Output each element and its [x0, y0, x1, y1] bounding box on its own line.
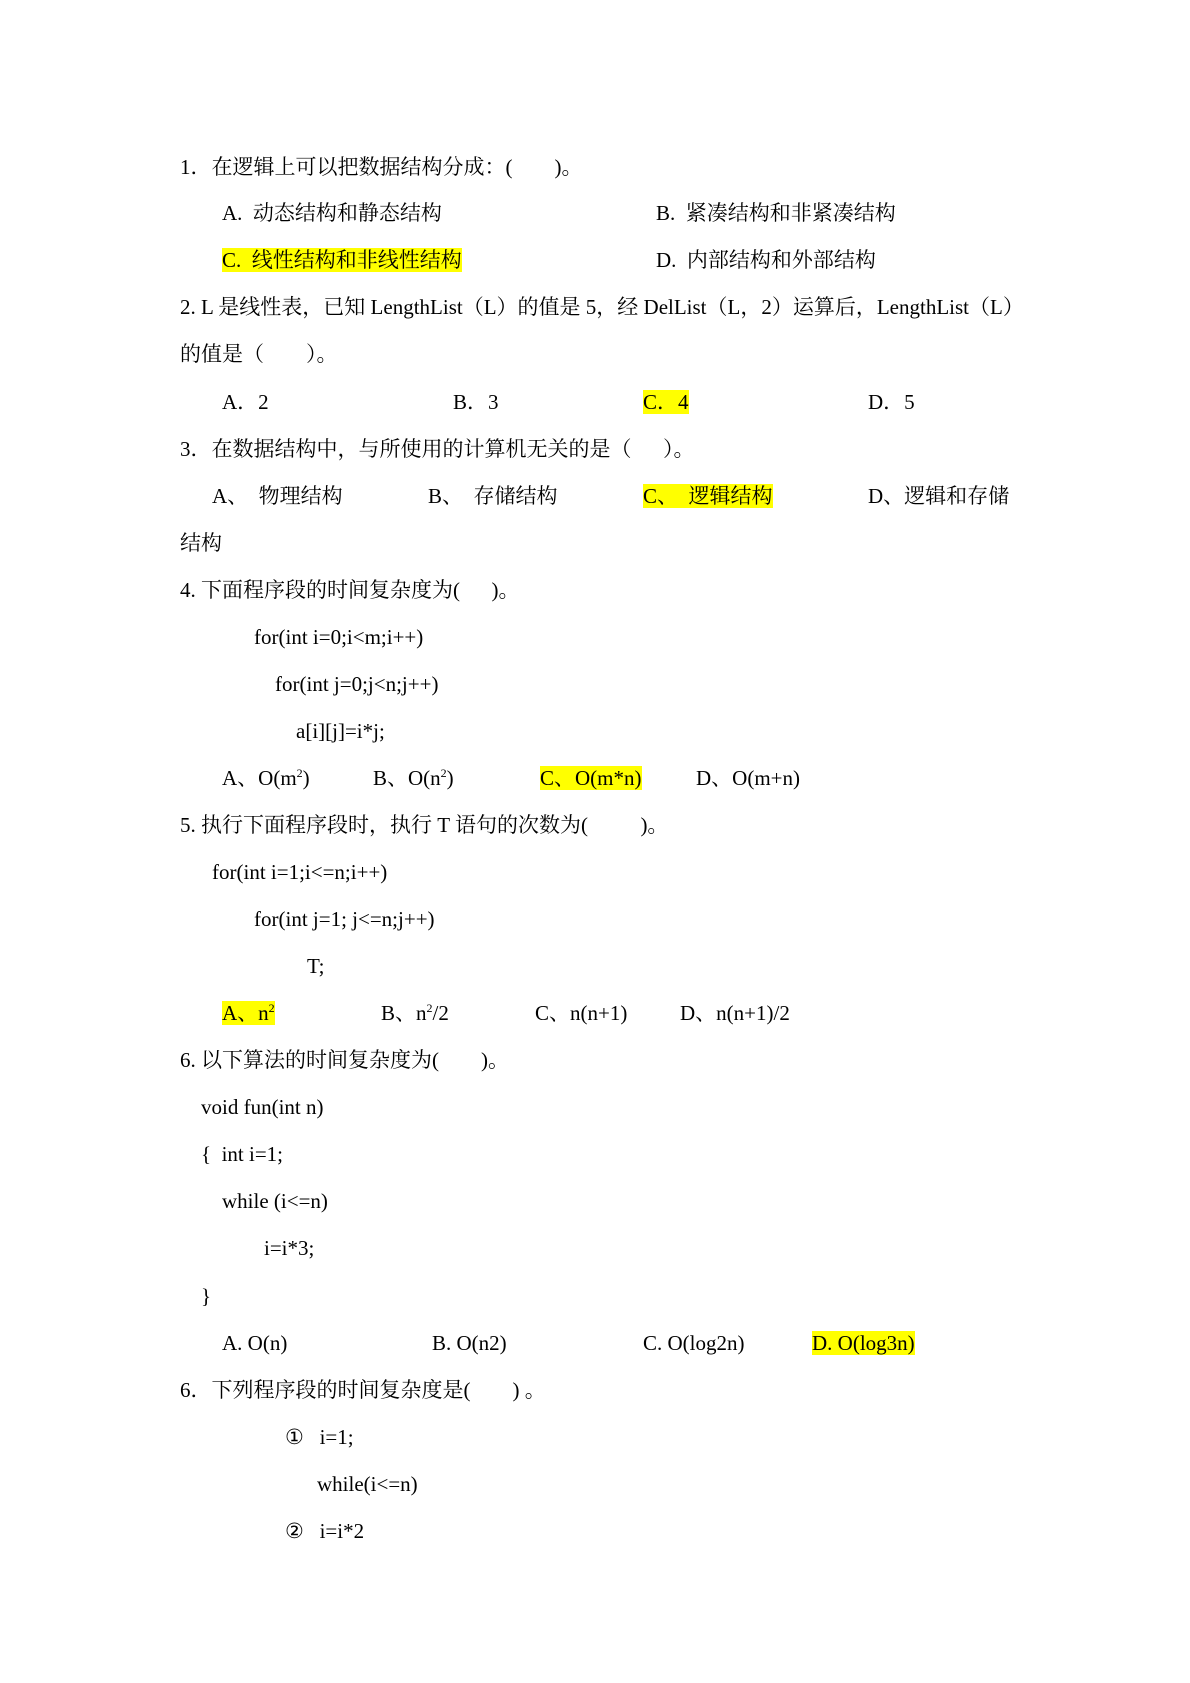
q6a-code-line1: void fun(int n) — [201, 1095, 324, 1119]
q6a-stem: 6. 以下算法的时间复杂度为( )。 — [180, 1048, 509, 1072]
q6a-code-line3: while (i<=n) — [222, 1189, 328, 1213]
q1-option-a: A. 动态结构和静态结构 — [222, 201, 442, 225]
q6a-option-d-highlighted: D. O(log3n) — [812, 1331, 915, 1355]
q1-option-d: D. 内部结构和外部结构 — [656, 248, 876, 272]
q6b-code-line1: ① i=1; — [285, 1425, 354, 1449]
q4-code-line1: for(int i=0;i<m;i++) — [254, 625, 424, 649]
q3-option-b: B、 存储结构 — [428, 484, 558, 508]
q6a-option-a: A. O(n) — [222, 1331, 288, 1355]
q6b-code-line2: while(i<=n) — [317, 1472, 418, 1496]
q2-stem-line1: 2. L 是线性表，已知 LengthList（L）的值是 5，经 DelList（L，2）运算后，LengthList（L） — [180, 295, 1024, 319]
q2-option-d: D．5 — [868, 390, 915, 414]
q4-option-c-highlighted: C、O(m*n) — [540, 766, 642, 790]
q2-option-a: A．2 — [222, 390, 269, 414]
q1-option-b: B. 紧凑结构和非紧凑结构 — [656, 201, 896, 225]
q3-option-d-continued: 结构 — [180, 531, 222, 555]
q5-option-b: B、$n^2/2$ — [381, 1001, 449, 1025]
q3-option-a: A、 物理结构 — [212, 484, 343, 508]
q5-option-c: C、n(n+1) — [535, 1001, 628, 1025]
q6a-code-line5: } — [201, 1284, 212, 1308]
q3-option-c-highlighted: C、 逻辑结构 — [643, 484, 773, 508]
q4-code-line2: for(int j=0;j<n;j++) — [275, 672, 439, 696]
q2-option-c-highlighted: C．4 — [643, 390, 689, 414]
q4-option-d: D、O(m+n) — [696, 766, 800, 790]
q6b-code-line3: ② i=i*2 — [285, 1519, 365, 1543]
q1-stem: 1．在逻辑上可以把数据结构分成：( )。 — [180, 155, 583, 179]
q5-option-a-highlighted: A、$n^2$ — [222, 1001, 275, 1025]
q3-option-d: D、逻辑和存储 — [868, 484, 1010, 508]
q2-stem-line2: 的值是（ ）。 — [180, 342, 338, 366]
q1-option-c-highlighted: C. 线性结构和非线性结构 — [222, 248, 462, 272]
q6b-stem: 6．下列程序段的时间复杂度是( ) 。 — [180, 1378, 546, 1402]
q4-option-b: B、$O(n^2)$ — [373, 766, 454, 790]
q3-stem: 3．在数据结构中，与所使用的计算机无关的是（ ）。 — [180, 437, 695, 461]
q5-code-line1: for(int i=1;i<=n;i++) — [212, 860, 388, 884]
q4-option-a: A、$O(m^2)$ — [222, 766, 310, 790]
q6a-option-b: B. O(n2) — [432, 1331, 507, 1355]
q5-code-line2: for(int j=1; j<=n;j++) — [254, 907, 435, 931]
q6a-code-line2: { int i=1; — [201, 1142, 284, 1166]
q6a-option-c: C. O(log2n) — [643, 1331, 745, 1355]
q5-stem: 5. 执行下面程序段时，执行 T 语句的次数为( )。 — [180, 813, 669, 837]
q2-option-b: B．3 — [453, 390, 499, 414]
q4-stem: 4. 下面程序段的时间复杂度为( )。 — [180, 578, 520, 602]
q5-code-line3: T; — [307, 954, 325, 978]
q4-code-line3: a[i][j]=i*j; — [296, 719, 385, 743]
q5-option-d: D、n(n+1)/2 — [680, 1001, 790, 1025]
q6a-code-line4: i=i*3; — [264, 1236, 315, 1260]
